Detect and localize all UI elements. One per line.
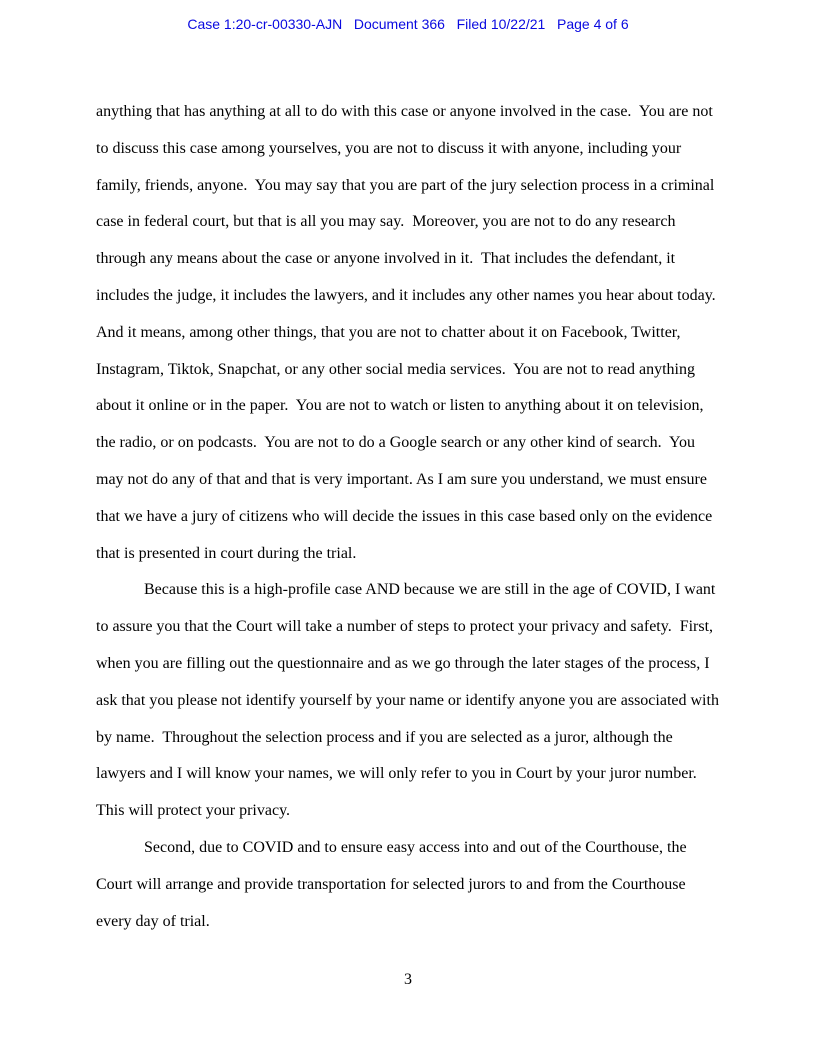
page-number: 3 — [404, 971, 412, 988]
paragraph: Because this is a high-profile case AND because we are still in the age of COVID, I want to assure you that the Court will take a number of steps to protect your privacy and safety. First, when you are filling out the questionnaire and as we go through the later stages of the process, I ask that you please not identify yourself by your name or identify anyone you are associated with by name. Throughout the selection process and if you are selected as a juror, although the lawyers and I will know your names, we will only refer to you in Court by your juror number. This will protect your privacy. — [96, 581, 723, 820]
paragraph: anything that has anything at all to do with this case or anyone involved in the case. You are not to discuss this case among yourselves, you are not to discuss it with anyone, including your family, friends, anyone. You may say that you are part of the jury selection process in a criminal case in federal court, but that is all you may say. Moreover, you are not to do any research through any means about the case or anyone involved in it. That includes the defendant, it includes the judge, it includes the lawyers, and it includes any other names you hear about today. And it means, among other things, that you are not to chatter about it on Facebook, Twitter, Instagram, Tiktok, Snapchat, or any other social media services. You are not to read anything about it online or in the paper. You are not to watch or listen to anything about it on television, the radio, or on podcasts. You are not to do a Google search or any other kind of search. You may not do any of that and that is very important. As I am sure you understand, we must ensure that we have a jury of citizens who will decide the issues in this case based only on the evidence that is presented in court during the trial. — [96, 103, 719, 562]
case-stamp: Case 1:20-cr-00330-AJN Document 366 Filed 10/22/21 Page 4 of 6 — [187, 16, 629, 32]
document-body — [96, 94, 722, 940]
paragraph: Second, due to COVID and to ensure easy access into and out of the Courthouse, the Court will arrange and provide transportation for selected jurors to and from the Courthouse every day of trial. — [96, 838, 691, 930]
